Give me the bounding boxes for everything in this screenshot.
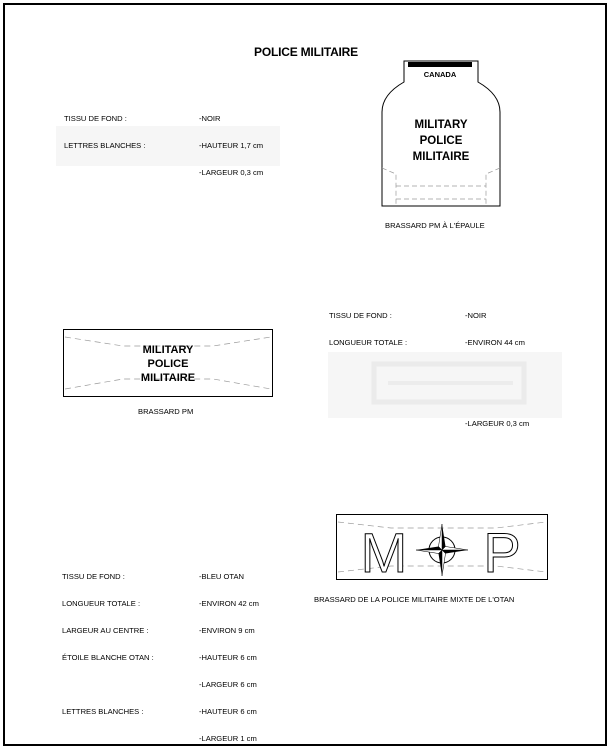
spec-value: -ENVIRON 44 cm: [465, 338, 525, 347]
spec-label: [62, 680, 154, 689]
shoulder-line-1: MILITARY: [414, 119, 468, 131]
armband-line-2: POLICE: [147, 358, 189, 370]
nato-letter-m: M: [360, 521, 408, 580]
nato-spec-values: [199, 554, 259, 752]
spec-label: LARGEUR AU CENTRE :: [62, 626, 149, 635]
nato-caption: BRASSARD DE LA POLICE MILITAIRE MIXTE DE L'OTAN: [314, 595, 515, 604]
spec-value: -ENVIRON 9 cm: [199, 626, 255, 635]
spec-label: LONGUEUR TOTALE :: [62, 599, 141, 608]
spec-value: -LARGEUR 6 cm: [199, 680, 257, 689]
faded-armband-ghost: [328, 352, 562, 418]
shoulder-line-3: MILITAIRE: [412, 151, 470, 163]
spec-label: LETTRES BLANCHES :: [62, 707, 144, 716]
spec-value: -LARGEUR 0,3 cm: [199, 168, 264, 177]
armband-illustration: [63, 329, 273, 397]
spec-value: -LARGEUR 0,3 cm: [465, 419, 530, 428]
spec-value: -NOIR: [199, 114, 221, 123]
shoulder-tab-text: CANADA: [423, 70, 457, 79]
armband-caption: BRASSARD PM: [138, 407, 194, 416]
spec-label: TISSU DE FOND :: [329, 311, 392, 320]
nato-armband-illustration: [336, 514, 548, 580]
nato-spec-labels: [62, 554, 154, 725]
page-title: POLICE MILITAIRE: [254, 45, 358, 59]
spec-label: ÉTOILE BLANCHE OTAN :: [62, 653, 154, 662]
armband-line-1: MILITARY: [142, 344, 194, 356]
spec-value: -ENVIRON 42 cm: [199, 599, 259, 608]
shoulder-flash-illustration: [378, 56, 506, 210]
shoulder-tab-bar: [408, 62, 472, 67]
spec-value: -HAUTEUR 1,7 cm: [199, 141, 264, 150]
spec-label: LETTRES BLANCHES :: [64, 141, 146, 150]
spec-label: LONGUEUR TOTALE :: [329, 338, 408, 347]
armband-line-3: MILITAIRE: [140, 372, 196, 384]
shoulder-spec-labels: [64, 96, 145, 159]
shoulder-line-2: POLICE: [419, 135, 463, 147]
spec-label: TISSU DE FOND :: [62, 572, 125, 581]
spec-label: TISSU DE FOND :: [64, 114, 127, 123]
nato-letter-p: P: [483, 521, 521, 580]
spec-value: -HAUTEUR 6 cm: [199, 707, 257, 716]
spec-value: -HAUTEUR 6 cm: [199, 653, 257, 662]
spec-value: -LARGEUR 1 cm: [199, 734, 257, 743]
shoulder-spec-values: [199, 96, 263, 186]
shoulder-caption: BRASSARD PM À L'ÉPAULE: [385, 221, 485, 230]
spec-value: -BLEU OTAN: [199, 572, 245, 581]
spec-value: -NOIR: [465, 311, 487, 320]
